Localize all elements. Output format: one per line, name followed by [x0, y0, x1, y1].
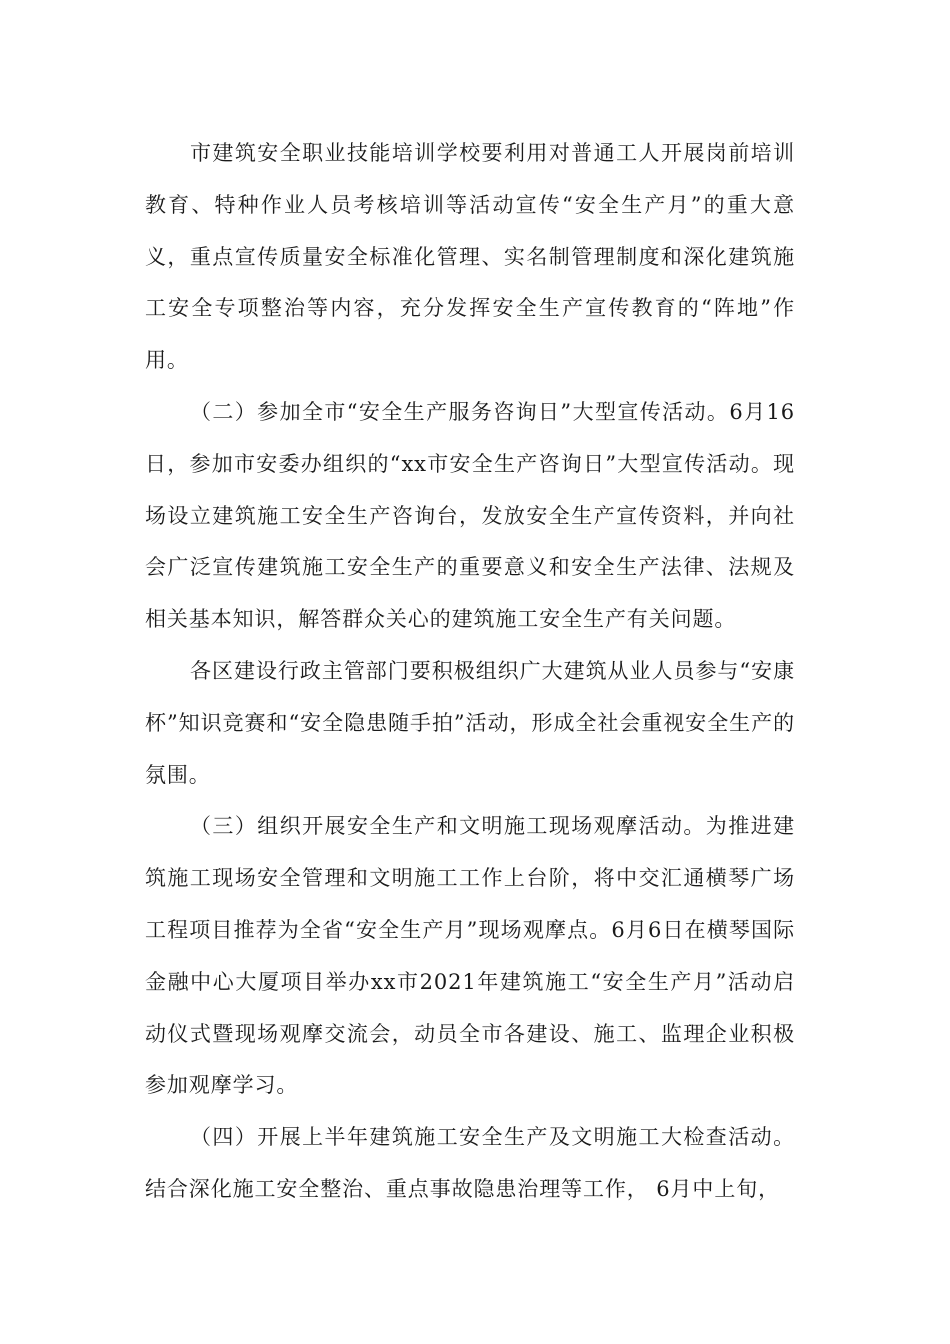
paragraph-site-observation: （三）组织开展安全生产和文明施工现场观摩活动。为推进建筑施工现场安全管理和文明施工工作上台阶，将中交汇通横琴广场工程项目推荐为全省“安全生产月”现场观摩点。6月6日在横琴国际金融中心大厦项目举办xx市2021年建筑施工“安全生产月”活动启动仪式暨现场观摩交流会，动员全市各建设、施工、监理企业积极参加观摩学习。 — [145, 814, 795, 1098]
document-body — [145, 128, 795, 1216]
paragraph-consultation-day: （二）参加全市“安全生产服务咨询日”大型宣传活动。6月16日，参加市安委办组织的“xx市安全生产咨询日”大型宣传活动。现场设立建筑施工安全生产咨询台，发放安全生产宣传资料，并向社会广泛宣传建筑施工安全生产的重要意义和安全生产法律、法规及相关基本知识，解答群众关心的建筑施工安全生产有关问题。 — [145, 399, 795, 632]
paragraph-inspection: （四）开展上半年建筑施工安全生产及文明施工大检查活动。结合深化施工安全整治、重点事故隐患治理等工作， 6月中上旬， — [145, 1125, 795, 1201]
paragraph-training-school: 市建筑安全职业技能培训学校要利用对普通工人开展岗前培训教育、特种作业人员考核培训等活动宣传“安全生产月”的重大意义，重点宣传质量安全标准化管理、实名制管理制度和深化建筑施工安全专项整治等内容，充分发挥安全生产宣传教育的“阵地”作用。 — [145, 141, 795, 373]
paragraph-district-participation: 各区建设行政主管部门要积极组织广大建筑从业人员参与“安康杯”知识竞赛和“安全隐患随手拍”活动，形成全社会重视安全生产的氛围。 — [145, 658, 795, 787]
